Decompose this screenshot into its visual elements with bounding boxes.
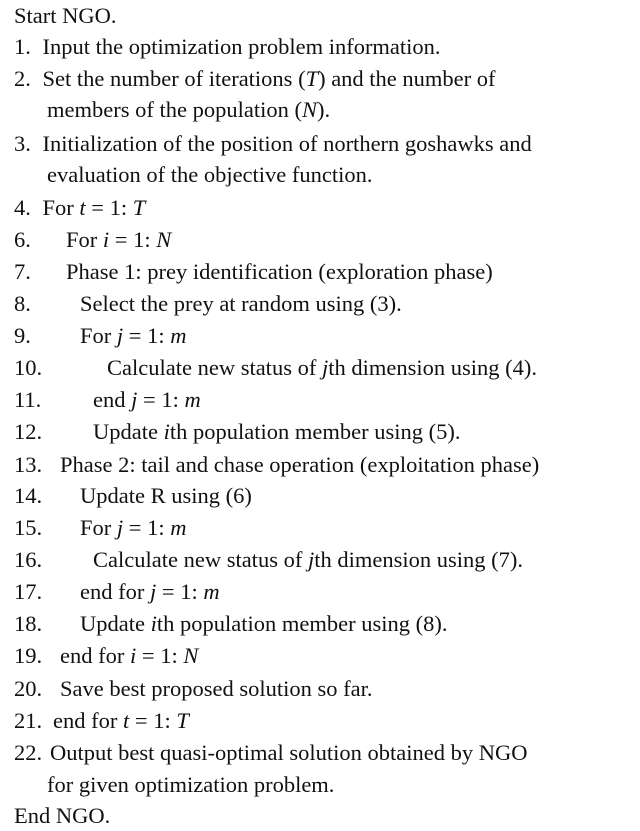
step-number: 11. — [14, 387, 42, 412]
step-number: 2. — [14, 66, 31, 91]
step-text-post: = 1: — [156, 579, 204, 604]
step-number: 17. — [14, 579, 43, 604]
step-12 — [14, 418, 460, 446]
step-variable: j — [116, 515, 124, 540]
step-3-continuation — [47, 161, 373, 189]
step-number: 13. — [14, 452, 43, 477]
step-variable-2: N — [156, 227, 172, 252]
step-text: Update R using (6) — [80, 483, 252, 508]
step-variable: j — [116, 323, 124, 348]
step-2-continuation — [47, 96, 330, 124]
step-text-post: = 1: — [109, 227, 157, 252]
step-text: For — [66, 227, 103, 252]
step-variable: i — [163, 419, 170, 444]
step-10 — [14, 354, 537, 382]
step-number: 3. — [14, 131, 31, 156]
step-variable: t — [79, 195, 86, 220]
step-text: Update — [80, 611, 151, 636]
step-variable: i — [129, 643, 137, 668]
step-text: end for — [60, 643, 130, 668]
algorithm-start: Start NGO. — [14, 3, 117, 28]
step-text: end for — [53, 708, 123, 733]
step-number: 22. — [14, 740, 43, 765]
algorithm-end: End NGO. — [14, 803, 111, 828]
step-variable: N — [301, 97, 317, 122]
step-text: Calculate new status of — [107, 355, 322, 380]
step-text-post: = 1: — [123, 515, 171, 540]
step-variable: j — [321, 355, 329, 380]
step-variable-2: m — [203, 579, 220, 604]
step-text-post: th population member using (5). — [169, 419, 461, 444]
step-18 — [14, 610, 447, 638]
step-text-post: = 1: — [137, 387, 185, 412]
step-20 — [14, 675, 372, 703]
step-text: Phase 1: prey identification (exploration phase) — [66, 259, 493, 284]
step-variable: T — [305, 66, 319, 91]
step-variable: t — [122, 708, 130, 733]
step-number: 14. — [14, 483, 43, 508]
step-text: Output best quasi-optimal solution obtained by NGO — [50, 740, 528, 765]
step-6 — [14, 226, 171, 254]
step-text-post: = 1: — [129, 708, 177, 733]
step-number: 1. — [14, 34, 31, 59]
step-text: for given optimization problem. — [47, 772, 335, 797]
step-variable: j — [131, 387, 138, 412]
step-text: Set the number of iterations ( — [42, 66, 306, 91]
step-text-post: th population member using (8). — [156, 611, 448, 636]
step-4 — [14, 194, 145, 222]
step-text: For — [80, 323, 117, 348]
step-number: 19. — [14, 643, 43, 668]
step-number: 10. — [14, 355, 43, 380]
step-number: 8. — [14, 291, 31, 316]
step-2 — [14, 65, 496, 93]
step-variable: i — [150, 611, 157, 636]
step-text-post: = 1: — [123, 323, 171, 348]
step-number: 7. — [14, 259, 31, 284]
step-text: For — [42, 195, 80, 220]
step-number: 20. — [14, 676, 43, 701]
step-text: Save best proposed solution so far. — [60, 676, 373, 701]
step-variable-2: m — [184, 387, 201, 412]
step-number: 4. — [14, 195, 31, 220]
step-variable-2: N — [183, 643, 199, 668]
step-text: Input the optimization problem information. — [42, 34, 441, 59]
step-number: 16. — [14, 547, 43, 572]
step-text-post: ). — [316, 97, 331, 122]
step-text: evaluation of the objective function. — [47, 162, 373, 187]
step-number: 15. — [14, 515, 43, 540]
step-text-post: ) and the number of — [318, 66, 496, 91]
step-21 — [14, 707, 189, 735]
step-variable-2: T — [132, 195, 146, 220]
step-text: members of the population ( — [47, 97, 302, 122]
step-text: Phase 2: tail and chase operation (exploitation phase) — [60, 452, 540, 477]
step-text: end for — [80, 579, 150, 604]
step-text-post: th dimension using (7). — [314, 547, 523, 572]
step-number: 21. — [14, 708, 43, 733]
step-8 — [14, 290, 402, 318]
step-number: 18. — [14, 611, 43, 636]
step-3 — [14, 130, 532, 158]
step-text-post: = 1: — [85, 195, 133, 220]
step-variable-2: m — [170, 323, 187, 348]
step-16 — [14, 546, 523, 574]
step-number: 9. — [14, 323, 31, 348]
step-1 — [14, 33, 441, 61]
step-13 — [14, 451, 539, 479]
step-15 — [14, 514, 186, 542]
step-text: Update — [93, 419, 164, 444]
step-variable: j — [149, 579, 157, 604]
step-variable: i — [102, 227, 110, 252]
step-variable-2: m — [170, 515, 187, 540]
step-number: 12. — [14, 419, 43, 444]
step-22 — [14, 739, 527, 767]
step-text-post: th dimension using (4). — [328, 355, 537, 380]
step-text-post: = 1: — [136, 643, 184, 668]
step-variable-2: T — [176, 708, 189, 733]
step-14 — [14, 482, 252, 510]
step-7 — [14, 258, 493, 286]
step-text: For — [80, 515, 117, 540]
step-22-continuation — [47, 771, 334, 799]
step-17 — [14, 578, 220, 606]
step-19 — [14, 642, 198, 670]
step-number: 6. — [14, 227, 31, 252]
step-9 — [14, 322, 186, 350]
step-text: Select the prey at random using (3). — [80, 291, 402, 316]
step-variable: j — [307, 547, 315, 572]
step-text: Calculate new status of — [93, 547, 308, 572]
step-text: end — [93, 387, 132, 412]
step-text: Initialization of the position of northern goshawks and — [42, 131, 532, 156]
step-11 — [14, 386, 201, 414]
